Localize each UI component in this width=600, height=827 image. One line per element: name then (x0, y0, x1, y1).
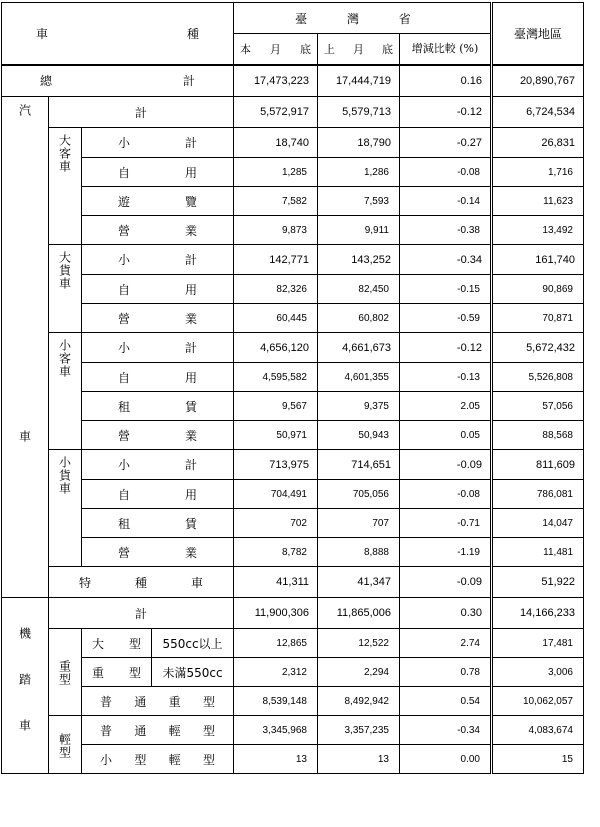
change-percent: -0.38 (400, 216, 492, 245)
row-label-cell (82, 304, 234, 333)
row-label (118, 251, 197, 268)
label-char: 型 (128, 636, 141, 651)
previous-month-value: 707 (318, 509, 400, 538)
label-char: 型 (202, 752, 215, 767)
change-percent: -0.12 (400, 333, 492, 363)
label-char: 自 (118, 487, 131, 502)
taiwan-area-value: 5,672,432 (492, 333, 584, 363)
current-month-value: 3,345,968 (234, 716, 318, 745)
table-row (2, 480, 584, 509)
label-char: 普 (100, 694, 113, 709)
row-label (92, 664, 141, 681)
label-char: 自 (118, 370, 131, 385)
label-char: 業 (184, 545, 197, 560)
label-char: 小 (118, 458, 131, 472)
row-label-cell (82, 716, 234, 745)
row-label (118, 427, 197, 444)
group-name: 重型 (57, 660, 72, 686)
header-province: 臺 灣 省 (234, 3, 492, 34)
header-taiwan-area: 臺灣地區 (492, 3, 584, 65)
label-char: 計 (182, 74, 195, 89)
label-char: 型 (134, 752, 147, 767)
previous-month-value: 5,579,713 (318, 97, 400, 128)
label-char: 特 (79, 575, 92, 590)
car-section-label (2, 97, 49, 598)
current-month-value: 60,445 (234, 304, 318, 333)
vehicle-registration-table (1, 2, 584, 774)
table-row (2, 128, 584, 158)
row-label-cell (82, 275, 234, 304)
label-char: 自 (118, 165, 131, 180)
previous-month-value: 13 (318, 745, 400, 774)
taiwan-area-value: 11,623 (492, 187, 584, 216)
row-label (118, 339, 197, 356)
label-char: 通 (134, 723, 147, 738)
table-row (2, 598, 584, 629)
row-label (118, 369, 197, 386)
taiwan-area-value: 17,481 (492, 629, 584, 658)
current-month-value: 8,539,148 (234, 687, 318, 716)
current-month-value: 9,567 (234, 392, 318, 421)
label-char: 車 (36, 26, 49, 41)
table-row (2, 158, 584, 187)
label-char: 小 (118, 341, 131, 355)
label-char: 型 (128, 665, 141, 680)
taiwan-area-value: 786,081 (492, 480, 584, 509)
label-char: 計 (184, 253, 197, 267)
label-char: 覽 (184, 194, 197, 209)
current-month-value: 18,740 (234, 128, 318, 158)
previous-month-value: 12,522 (318, 629, 400, 658)
current-month-value: 9,873 (234, 216, 318, 245)
previous-month-value: 4,661,673 (318, 333, 400, 363)
table-row (2, 187, 584, 216)
engine-spec: 未滿550cc (152, 658, 234, 687)
group-label-0 (49, 128, 82, 245)
row-label (118, 222, 197, 239)
label-char: 通 (134, 694, 147, 709)
row-label-cell (82, 658, 152, 687)
row-label-cell (82, 245, 234, 275)
label-char: 小 (118, 253, 131, 267)
previous-month-value: 8,492,942 (318, 687, 400, 716)
previous-month-value: 705,056 (318, 480, 400, 509)
label-char: 種 (134, 575, 147, 590)
change-percent: -0.34 (400, 245, 492, 275)
table-row (2, 245, 584, 275)
previous-month-value: 1,286 (318, 158, 400, 187)
label-char: 賃 (184, 399, 197, 414)
previous-month-value: 60,802 (318, 304, 400, 333)
change-percent: -0.08 (400, 158, 492, 187)
previous-month-value: 7,593 (318, 187, 400, 216)
header-vehicle-type (2, 3, 234, 65)
row-label-cell (82, 538, 234, 567)
taiwan-area-value: 1,716 (492, 158, 584, 187)
change-percent: 2.05 (400, 392, 492, 421)
taiwan-area-value: 90,869 (492, 275, 584, 304)
row-label (118, 164, 197, 181)
row-label (92, 635, 141, 652)
taiwan-area-value: 20,890,767 (492, 65, 584, 97)
change-percent: -0.12 (400, 97, 492, 128)
group-name: 大客車 (57, 134, 72, 173)
row-label-cell (82, 216, 234, 245)
row-label (118, 281, 197, 298)
taiwan-area-value: 14,047 (492, 509, 584, 538)
previous-month-value: 2,294 (318, 658, 400, 687)
taiwan-area-value: 26,831 (492, 128, 584, 158)
taiwan-area-value: 4,083,674 (492, 716, 584, 745)
label-char: 用 (184, 487, 197, 502)
taiwan-area-value: 15 (492, 745, 584, 774)
row-label-cell (82, 450, 234, 480)
change-percent: 2.74 (400, 629, 492, 658)
change-percent: -0.08 (400, 480, 492, 509)
label-char: 種 (186, 26, 199, 41)
current-month-value: 4,656,120 (234, 333, 318, 363)
label-char: 遊 (118, 194, 131, 209)
heavy-group-label (49, 629, 82, 716)
label-char: 輕 (168, 752, 181, 767)
label-char: 計 (184, 458, 197, 472)
table-row (2, 275, 584, 304)
taiwan-area-value: 11,481 (492, 538, 584, 567)
row-label (118, 544, 197, 561)
label-char: 型 (202, 723, 215, 738)
taiwan-area-value: 14,166,233 (492, 598, 584, 629)
table-row (2, 97, 584, 128)
current-month-value: 13 (234, 745, 318, 774)
car-total-label: 計 (49, 97, 234, 128)
label-char: 大 (92, 636, 105, 651)
grand-total-label (2, 65, 234, 97)
previous-month-value: 18,790 (318, 128, 400, 158)
change-percent: -0.27 (400, 128, 492, 158)
header-current-month: 本 月 底 (234, 34, 318, 65)
label-char: 計 (184, 136, 197, 150)
group-label-3 (49, 450, 82, 567)
row-label-cell (82, 480, 234, 509)
table-row (2, 3, 584, 34)
engine-spec: 550cc以上 (152, 629, 234, 658)
row-label-cell (82, 363, 234, 392)
label-char: 車 (190, 575, 203, 590)
label-char: 小 (118, 136, 131, 150)
current-month-value: 12,865 (234, 629, 318, 658)
table-row (2, 216, 584, 245)
row-label (100, 751, 215, 768)
label-char: 賃 (184, 516, 197, 531)
current-month-value: 713,975 (234, 450, 318, 480)
row-label (100, 722, 215, 739)
previous-month-value: 50,943 (318, 421, 400, 450)
taiwan-area-value: 88,568 (492, 421, 584, 450)
group-name: 大貨車 (57, 251, 72, 290)
label-char: 型 (202, 694, 215, 709)
table-row (2, 745, 584, 774)
row-label-cell (82, 333, 234, 363)
current-month-value: 142,771 (234, 245, 318, 275)
previous-month-value: 4,601,355 (318, 363, 400, 392)
change-percent: 0.30 (400, 598, 492, 629)
row-label (100, 693, 215, 710)
label-char: 普 (100, 723, 113, 738)
current-month-value: 82,326 (234, 275, 318, 304)
label-char: 營 (118, 545, 131, 560)
previous-month-value: 714,651 (318, 450, 400, 480)
table-row (2, 629, 584, 658)
label-char: 小 (100, 752, 113, 767)
change-percent: -0.59 (400, 304, 492, 333)
moto-total-label: 計 (49, 598, 234, 629)
row-label (118, 515, 197, 532)
change-percent: -0.15 (400, 275, 492, 304)
label-char: 用 (184, 282, 197, 297)
change-percent: 0.78 (400, 658, 492, 687)
row-label-cell (82, 629, 152, 658)
special-vehicle-label (49, 567, 234, 598)
current-month-value: 50,971 (234, 421, 318, 450)
change-percent: 0.05 (400, 421, 492, 450)
table-row (2, 65, 584, 97)
label-char: 總 (40, 74, 53, 89)
current-month-value: 2,312 (234, 658, 318, 687)
label-char: 租 (118, 399, 131, 414)
row-label (118, 486, 197, 503)
row-label-cell (82, 187, 234, 216)
current-month-value: 41,311 (234, 567, 318, 598)
table-row (2, 421, 584, 450)
change-percent: -0.09 (400, 450, 492, 480)
table-row (2, 392, 584, 421)
row-label-cell (82, 687, 234, 716)
group-name: 輕型 (57, 732, 72, 759)
previous-month-value: 9,911 (318, 216, 400, 245)
taiwan-area-value: 10,062,057 (492, 687, 584, 716)
table-row (2, 658, 584, 687)
label-char: 業 (184, 223, 197, 238)
previous-month-value: 41,347 (318, 567, 400, 598)
table-row (2, 509, 584, 538)
table-row (2, 687, 584, 716)
table-row (2, 450, 584, 480)
change-percent: -0.71 (400, 509, 492, 538)
taiwan-area-value: 3,006 (492, 658, 584, 687)
taiwan-area-value: 161,740 (492, 245, 584, 275)
label-char: 自 (118, 282, 131, 297)
change-percent: 0.00 (400, 745, 492, 774)
current-month-value: 17,473,223 (234, 65, 318, 97)
taiwan-area-value: 811,609 (492, 450, 584, 480)
current-month-value: 704,491 (234, 480, 318, 509)
taiwan-area-value: 57,056 (492, 392, 584, 421)
change-percent: 0.54 (400, 687, 492, 716)
change-percent: -1.19 (400, 538, 492, 567)
row-label (36, 25, 199, 42)
row-label-cell (82, 745, 234, 774)
group-name: 小客車 (57, 339, 72, 378)
change-percent: -0.14 (400, 187, 492, 216)
previous-month-value: 3,357,235 (318, 716, 400, 745)
label-char: 業 (184, 311, 197, 326)
label-char: 營 (118, 311, 131, 326)
label-char: 營 (118, 428, 131, 443)
section-name: 機 踏 車 (17, 626, 32, 741)
group-label-2 (49, 333, 82, 450)
previous-month-value: 17,444,719 (318, 65, 400, 97)
taiwan-area-value: 70,871 (492, 304, 584, 333)
change-percent: -0.13 (400, 363, 492, 392)
row-label (118, 310, 197, 327)
taiwan-area-value: 5,526,808 (492, 363, 584, 392)
label-char: 業 (184, 428, 197, 443)
label-char: 用 (184, 370, 197, 385)
row-label-cell (82, 509, 234, 538)
current-month-value: 7,582 (234, 187, 318, 216)
label-char: 輕 (168, 723, 181, 738)
row-label (79, 574, 203, 591)
group-label-1 (49, 245, 82, 333)
table-row (2, 304, 584, 333)
taiwan-area-value: 6,724,534 (492, 97, 584, 128)
current-month-value: 4,595,582 (234, 363, 318, 392)
previous-month-value: 82,450 (318, 275, 400, 304)
row-label (118, 193, 197, 210)
previous-month-value: 8,888 (318, 538, 400, 567)
row-label-cell (82, 392, 234, 421)
previous-month-value: 11,865,006 (318, 598, 400, 629)
label-char: 租 (118, 516, 131, 531)
current-month-value: 8,782 (234, 538, 318, 567)
row-label (118, 134, 197, 151)
change-percent: -0.34 (400, 716, 492, 745)
taiwan-area-value: 51,922 (492, 567, 584, 598)
table-row (2, 333, 584, 363)
moto-section-label (2, 598, 49, 774)
previous-month-value: 143,252 (318, 245, 400, 275)
row-label-cell (82, 128, 234, 158)
change-percent: -0.09 (400, 567, 492, 598)
previous-month-value: 9,375 (318, 392, 400, 421)
table-row (2, 363, 584, 392)
label-char: 營 (118, 223, 131, 238)
row-label (118, 456, 197, 473)
row-label-cell (82, 158, 234, 187)
header-previous-month: 上 月 底 (318, 34, 400, 65)
label-char: 重 (92, 665, 105, 680)
table-row (2, 538, 584, 567)
current-month-value: 5,572,917 (234, 97, 318, 128)
label-char: 計 (184, 341, 197, 355)
table-row (2, 716, 584, 745)
section-name: 汽 車 (17, 104, 32, 592)
current-month-value: 1,285 (234, 158, 318, 187)
row-label (118, 398, 197, 415)
row-label (40, 72, 195, 89)
taiwan-area-value: 13,492 (492, 216, 584, 245)
group-name: 小貨車 (57, 456, 72, 495)
change-percent: 0.16 (400, 65, 492, 97)
row-label-cell (82, 421, 234, 450)
current-month-value: 11,900,306 (234, 598, 318, 629)
table-row (2, 567, 584, 598)
label-char: 用 (184, 165, 197, 180)
label-char: 重 (168, 694, 181, 709)
light-group-label (49, 716, 82, 774)
current-month-value: 702 (234, 509, 318, 538)
header-change-percent: 增減比較 (%) (400, 34, 492, 65)
